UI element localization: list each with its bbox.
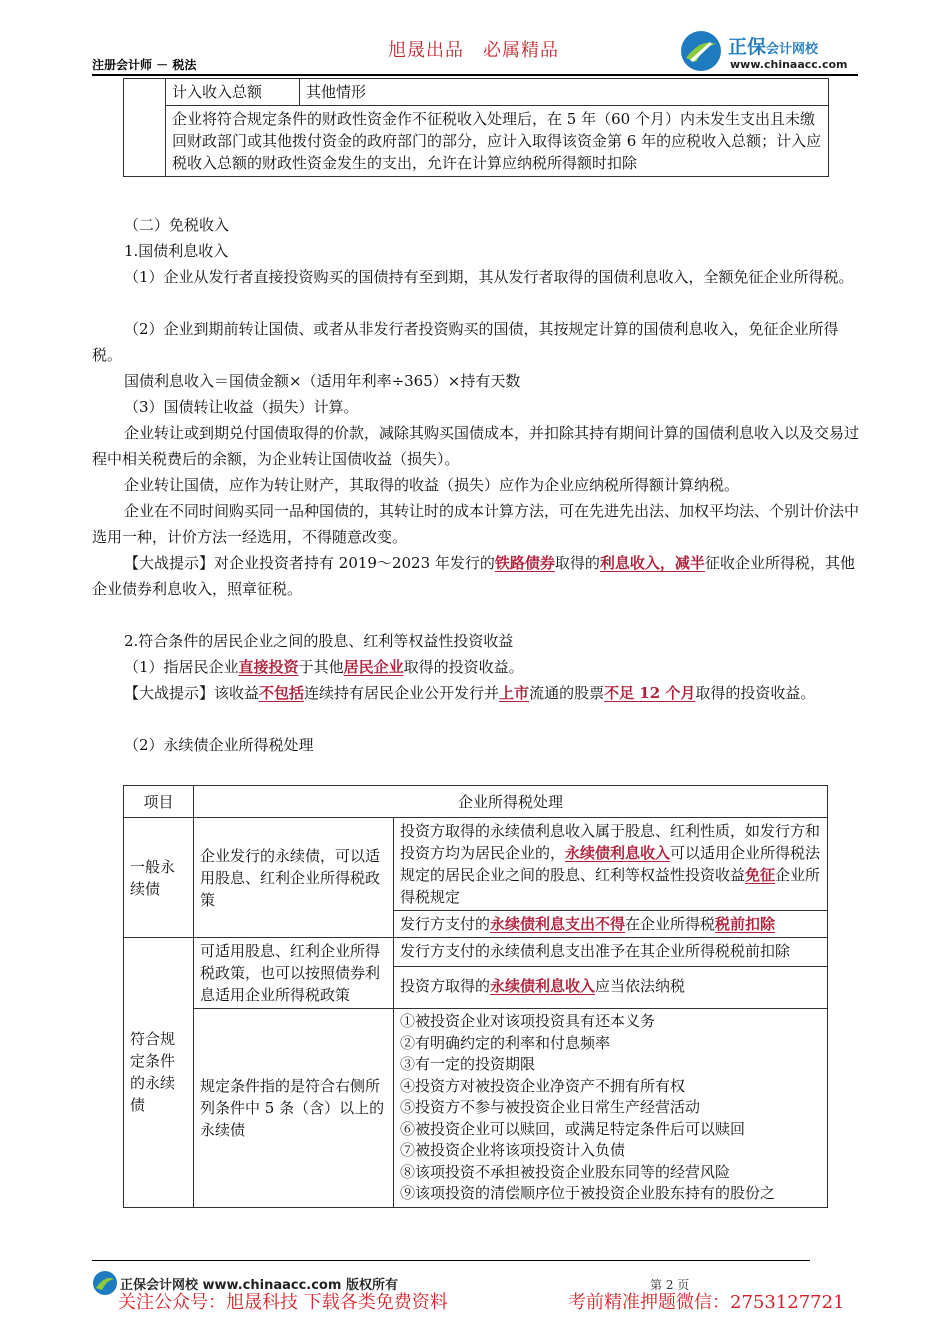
table-taxable-funds xyxy=(123,78,829,177)
table-perpetual-bonds xyxy=(123,785,828,1208)
paragraph: （3）国债转让收益（损失）计算。 xyxy=(124,398,359,416)
table-header-cell: 企业所得税处理 xyxy=(194,786,828,818)
paragraph: （2）永续债企业所得税处理 xyxy=(124,736,314,754)
table-cell: 其他情形 xyxy=(300,79,829,106)
list-item: ⑤投资方不参与被投资企业日常生产经营活动 xyxy=(400,1098,701,1116)
table-cell: 企业发行的永续债，可以适用股息、红利企业所得税政策 xyxy=(194,818,394,938)
table-spacer-cell xyxy=(124,79,166,177)
conditions-list xyxy=(394,1009,828,1208)
footer-divider xyxy=(92,1260,810,1261)
table-cell: 发行方支付的永续债利息支出准予在其企业所得税税前扣除 xyxy=(394,938,828,967)
table-cell: 投资方取得的永续债利息收入属于股息、红利性质，如发行方和投资方均为居民企业的，永续债利息收入可以适用企业所得税法规定的居民企业之间的股息、红利等权益性投资收益免征企业所得税规定 xyxy=(394,818,828,911)
watermark-left: 关注公众号：旭晟科技 下载各类免费资料 xyxy=(118,1292,448,1313)
paragraph: （1）企业从发行者直接投资购买的国债持有至到期，其从发行者取得的国债利息收入，全额免征企业所得税。 xyxy=(124,268,854,286)
list-item: ②有明确约定的利率和付息频率 xyxy=(400,1033,611,1052)
list-item: ⑥被投资企业可以赎回，或满足特定条件后可以赎回 xyxy=(400,1119,746,1138)
exam-tip: 【大战提示】对企业投资者持有 2019～2023 年发行的铁路债券取得的利息收入，减半征收企业所得税，其他企业债券利息收入，照章征税。 xyxy=(92,554,855,598)
row-label-conditional: 符合规定条件的永续债 xyxy=(124,938,194,1208)
list-item: ⑦被投资企业将该项投资计入负债 xyxy=(400,1141,626,1159)
list-item: ⑨该项投资的清偿顺序位于被投资企业股东持有的股份之 xyxy=(400,1184,776,1202)
course-title: 注册会计师 － 税法 xyxy=(92,58,197,72)
table-cell: 发行方支付的永续债利息支出不得在企业所得税税前扣除 xyxy=(394,911,828,938)
exam-tip: 【大战提示】该收益不包括连续持有居民企业公开发行并上市流通的股票不足 12 个月取得的投资收益。 xyxy=(124,684,816,702)
list-item: ⑧该项投资不承担被投资企业股东同等的经营风险 xyxy=(400,1162,731,1181)
paragraph: （2）企业到期前转让国债、或者从非发行者投资购买的国债，其按规定计算的国债利息收入，免征企业所得税。 xyxy=(92,320,839,364)
header-divider xyxy=(92,74,858,76)
section-heading: （二）免税收入 xyxy=(124,216,230,234)
footer-copyright: 正保会计网校 www.chinaacc.com 版权所有 xyxy=(120,1278,398,1293)
subsection-heading: 1.国债利息收入 xyxy=(124,242,229,260)
watermark-right: 考前精准押题微信：2753127721 xyxy=(568,1292,845,1313)
paragraph: 企业转让或到期兑付国债取得的价款，减除其购买国债成本，并扣除其持有期间计算的国债利息收入以及交易过程中相关税费后的余额，为企业转让国债收益（损失）。 xyxy=(92,424,860,468)
paragraph: 企业转让国债，应作为转让财产，其取得的收益（损失）应作为企业应纳税所得额计算纳税。 xyxy=(124,476,740,494)
row-label-general: 一般永续债 xyxy=(124,818,194,938)
paragraph: 企业在不同时间购买同一品种国债的，其转让时的成本计算方法，可在先进先出法、加权平均法、个别计价法中选用一种，计价方法一经选用，不得随意改变。 xyxy=(92,502,860,546)
table-cell: 企业将符合规定条件的财政性资金作不征税收入处理后，在 5 年（60 个月）内未发生支出且未缴回财政部门或其他拨付资金的政府部门的部分，应计入取得该资金第 6 年的应税收入总额；计入应税收入总额的财政性资金发生的支出，允许在计算应纳税所得额时扣除 xyxy=(166,106,829,177)
header-slogan: 旭晟出品 必属精品 xyxy=(388,40,559,61)
table-cell: 规定条件指的是符合右侧所列条件中 5 条（含）以上的永续债 xyxy=(194,1009,394,1208)
table-cell: 可适用股息、红利企业所得税政策，也可以按照债券利息适用企业所得税政策 xyxy=(194,938,394,1009)
paragraph: （1）指居民企业直接投资于其他居民企业取得的投资收益。 xyxy=(124,658,524,676)
formula: 国债利息收入＝国债金额×（适用年利率÷365）×持有天数 xyxy=(124,372,521,390)
logo-icon xyxy=(680,30,722,72)
list-item: ①被投资企业对该项投资具有还本义务 xyxy=(400,1012,656,1030)
brand-logo[interactable] xyxy=(680,28,860,74)
subsection-heading: 2.符合条件的居民企业之间的股息、红利等权益性投资收益 xyxy=(124,632,514,650)
table-cell: 计入收入总额 xyxy=(166,79,300,106)
logo-url: www.chinaacc.com xyxy=(730,58,848,71)
list-item: ④投资方对被投资企业净资产不拥有所有权 xyxy=(400,1076,686,1095)
logo-name: 正保会计网校 xyxy=(728,36,819,58)
table-cell: 投资方取得的永续债利息收入应当依法纳税 xyxy=(394,967,828,1009)
list-item: ③有一定的投资期限 xyxy=(400,1055,536,1073)
footer-logo-icon xyxy=(92,1270,118,1296)
table-header-cell: 项目 xyxy=(124,786,194,818)
page-number: 第 2 页 xyxy=(650,1278,690,1292)
